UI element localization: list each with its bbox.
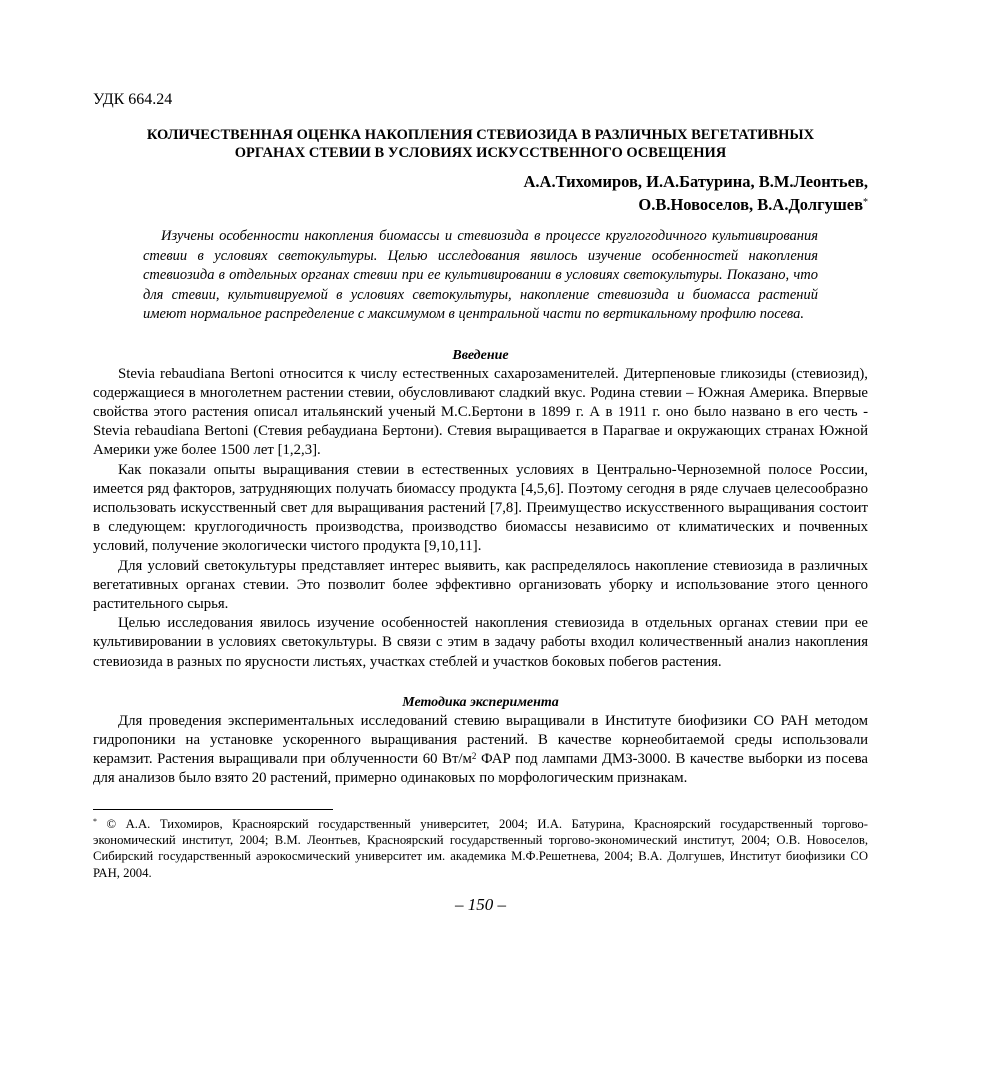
authors-line-2-wrap (93, 193, 868, 216)
page-content (93, 90, 868, 915)
method-section (93, 694, 868, 789)
authors-line-1: А.А.Тихомиров, И.А.Батурина, В.М.Леонтьев, (523, 172, 868, 191)
footnote-divider (93, 809, 333, 810)
footnote-mark: * (93, 816, 97, 826)
authors-line-2: О.В.Новоселов, В.А.Долгушев (638, 195, 863, 214)
abstract: Изучены особенности накопления биомассы и стевиозида в процессе круглогодичного культивирования стевии в условиях светокультуры. Целью исследования явилось изучение особенностей накопления стевиозида в отдельных органах стевии при ее культивировании в условиях светокультуры. Показано, что для стевии, культивируемой в условиях светокультуры, накопление стевиозида и биомасса растений имеют нормальное распределение с максимумом в центральной части по вертикальному профилю посева. (143, 228, 818, 322)
authors (93, 170, 868, 216)
title-line-2: ОРГАНАХ СТЕВИИ В УСЛОВИЯХ ИСКУССТВЕННОГО ОСВЕЩЕНИЯ (234, 145, 727, 161)
intro-section (93, 347, 868, 672)
method-paragraph-1-part-a: Для проведения экспериментальных исследований стевию выращивали в Институте биофизики СО РАН методом гидропоники на установке ускоренного выращивания растений. В качестве корнеобитаемой среды использовали керамзит. Растения выращивали при облученности 60 Вт/м (93, 712, 868, 768)
intro-paragraph-2: Как показали опыты выращивания стевии в естественных условиях в Центрально-Черноземной полосе России, имеется ряд факторов, затрудняющих получать биомассу продукта [4,5,6]. Поэтому сегодня в ряде случаев целесообразно использовать искусственный свет для выращивания растений [7,8]. Преимущество искусственного выращивания состоит в следующем: круглогодичность производства, производство биомассы независимо от климатических и почвенных условий, получение экологически чистого продукта [9,10,11]. (93, 461, 868, 555)
page-number: – 150 – (455, 895, 506, 915)
footnote-text: © А.А. Тихомиров, Красноярский государственный университет, 2004; И.А. Батурина, Красноярский государственный торгово-экономический институт, 2004; В.М. Леонтьев, Красноярский государственный торгово-экономический институт, 2004; О.В. Новоселов, Сибирский государственный аэрокосмический университет им. академика М.Ф.Решетнева, 2004; В.А. Долгушев, Институт биофизики СО РАН, 2004. (93, 816, 868, 880)
intro-paragraph-1: Stevia rebaudiana Bertoni относится к числу естественных сахарозаменителей. Дитерпеновые гликозиды (стевиозид), содержащиеся в многолетнем растении стевии, обусловливают сладкий вкус. Родина стевии – Южная Америка. Впервые свойства этого растения описал итальянский ученый М.С.Бертони в 1899 г. А в 1911 г. оно было названо в его честь - Stevia rebaudiana Bertoni (Стевия ребаудиана Бертони). Стевия выращивается в Парагвае и окружающих странах Южной Америки уже более 1500 лет [1,2,3]. (93, 365, 868, 459)
method-heading: Методика эксперимента (402, 694, 559, 710)
intro-heading: Введение (452, 347, 509, 363)
intro-paragraph-3: Для условий светокультуры представляет интерес выявить, как распределялось накопление стевиозида в различных вегетативных органах стевии. Это позволит более эффективно организовать уборку и использование этого ценного растительного сырья. (93, 557, 868, 612)
method-paragraph-1 (93, 712, 868, 789)
footnote (93, 816, 868, 882)
udk-code: УДК 664.24 (93, 91, 173, 108)
intro-paragraph-4: Целью исследования явилось изучение особенностей накопления стевиозида в отдельных органах стевии при ее культивировании в условиях светокультуры. В связи с этим в задачу работы входил количественный анализ накопления стевиозида в разных по ярусности листьях, участках стеблей и участков боковых побегов растения. (93, 615, 868, 670)
article-title (93, 126, 868, 162)
title-line-1: КОЛИЧЕСТВЕННАЯ ОЦЕНКА НАКОПЛЕНИЯ СТЕВИОЗИДА В РАЗЛИЧНЫХ ВЕГЕТАТИВНЫХ (146, 127, 815, 143)
method-superscript: 2 (471, 751, 477, 762)
authors-footnote-mark: * (863, 197, 868, 208)
method-paragraph-1-part-b: ФАР под лампами ДМЗ-3000. В качестве выборки из посева для анализов было взято 20 растений, примерно одинаковых по морфологическим признакам. (93, 751, 868, 787)
